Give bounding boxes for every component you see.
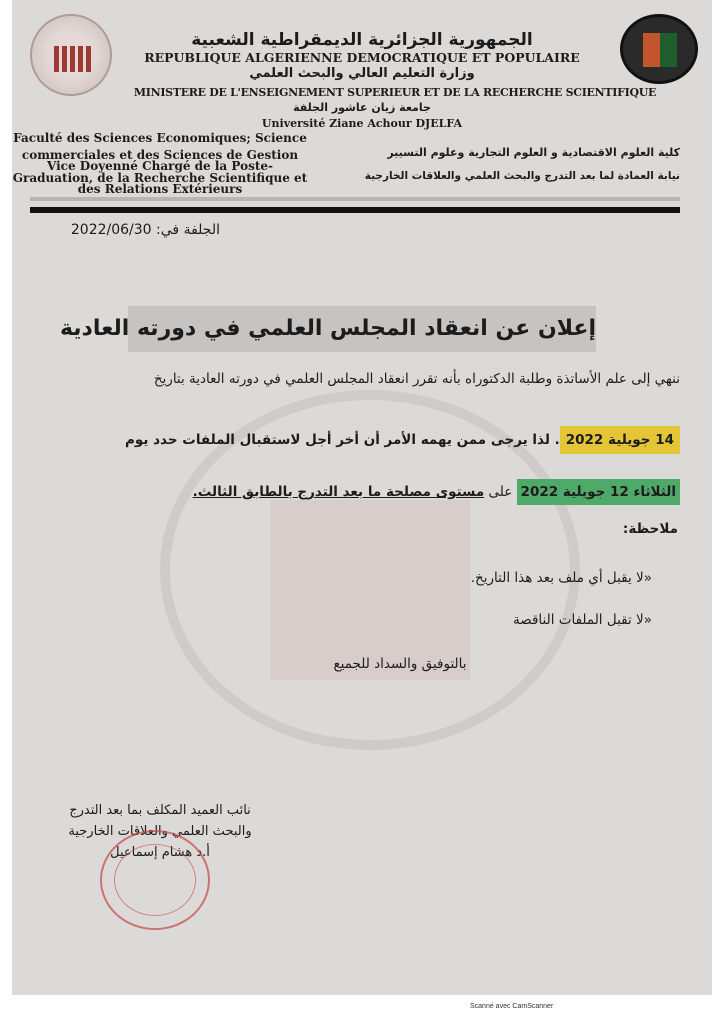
faculty-line: commerciales et des Sciences de Gestion bbox=[21, 147, 299, 162]
signature-title: والبحث العلمي والعلاقات الخارجية bbox=[68, 824, 252, 839]
body-line-1: ننهي إلى علم الأساتذة وطلبة الدكتوراه بأنه تقرر انعقاد المجلس العلمي في دورته العادية بتاريخ bbox=[153, 371, 680, 387]
date-line: الجلفة في: 2022/06/30 bbox=[70, 222, 220, 238]
faculty-line: Faculté des Sciences Economiques; Science bbox=[13, 131, 307, 145]
header-fr-university: Université Ziane Achour DJELFA bbox=[261, 117, 463, 130]
body-line-3 bbox=[30, 478, 680, 506]
body-line-2-text: . لذا يرجى ممن يهمه الأمر أن أخر أجل لاستقبال الملفات حدد يوم bbox=[125, 432, 560, 448]
faculty-line: des Relations Extérieurs bbox=[77, 182, 243, 196]
header-divider-thin bbox=[30, 197, 680, 201]
meeting-date-highlight: 14 جويلية 2022 bbox=[560, 426, 680, 454]
header-ar-faculty: كلية العلوم الاقتصادية و العلوم التجارية وعلوم التسيير bbox=[387, 146, 680, 159]
header-ar-ministry: وزارة التعليم العالي والبحث العلمي bbox=[249, 66, 475, 81]
header-ar-vice-dean: نيابة العمادة لما بعد التدرج والبحث العلمي والعلاقات الخارجية bbox=[364, 170, 680, 182]
note-item: «لا يقبل أي ملف بعد هذا التاريخ. bbox=[470, 570, 652, 586]
signature-name: أ.د هشام إسماعيل bbox=[110, 845, 210, 860]
body-line-3-text: على bbox=[484, 484, 517, 500]
header-fr-ministry: MINISTERE DE L'ENSEIGNEMENT SUPERIEUR ET DE LA RECHERCHE SCIENTIFIQUE bbox=[133, 86, 657, 99]
note-label: ملاحظة: bbox=[622, 521, 678, 537]
faculty-line: Vice Doyenné Chargé de la Poste- bbox=[47, 159, 273, 173]
faculty-line: Graduation, de la Recherche Scientifique et bbox=[12, 170, 308, 185]
note-item: «لا تقبل الملفات الناقصة bbox=[513, 612, 652, 628]
closing-line: بالتوفيق والسداد للجميع bbox=[333, 656, 467, 672]
header-divider bbox=[30, 207, 680, 213]
deadline-highlight: الثلاثاء 12 جويلية 2022 bbox=[517, 479, 680, 505]
location-underlined: مستوى مصلحة ما بعد التدرج بالطابق الثالث. bbox=[192, 484, 485, 500]
body-line-2 bbox=[30, 424, 680, 456]
header-fr-republic: REPUBLIQUE ALGERIENNE DEMOCRATIQUE ET POPULAIRE bbox=[144, 50, 580, 65]
official-stamp bbox=[100, 830, 210, 930]
header-fr-faculty bbox=[10, 133, 310, 196]
watermark-emblem bbox=[270, 500, 470, 680]
header-ar-university: جامعة زيان عاشور الجلفة bbox=[293, 101, 431, 114]
scanner-footer: Scanné avec CamScanner bbox=[470, 1003, 554, 1010]
header-ar-republic: الجمهورية الجزائرية الديمقراطية الشعبية bbox=[191, 30, 533, 50]
signature-title: نائب العميد المكلف بما بعد التدرج bbox=[69, 803, 251, 818]
announcement-title: إعلان عن انعقاد المجلس العلمي في دورته العادية bbox=[128, 306, 596, 352]
